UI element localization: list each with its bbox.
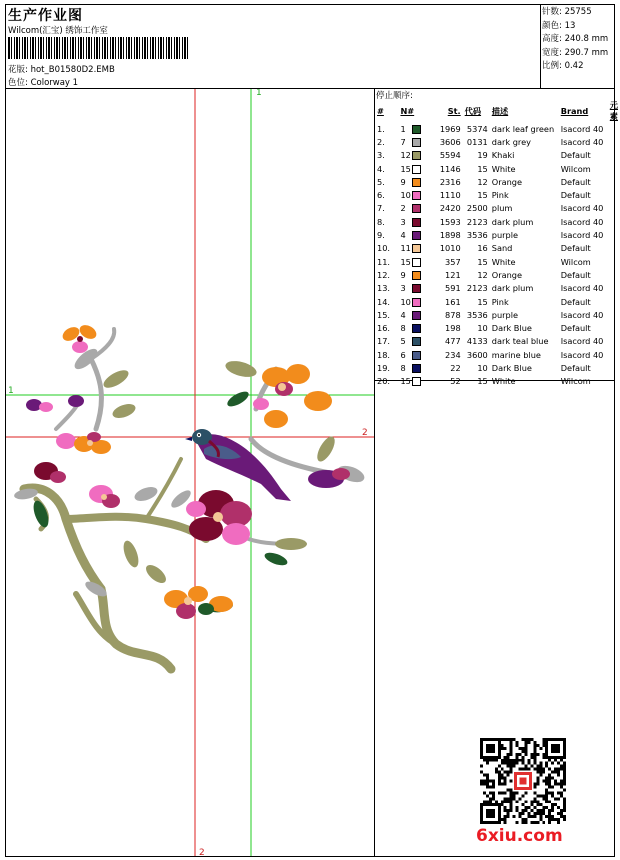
row-needle: [398, 202, 427, 215]
table-row: [375, 215, 620, 228]
row-needle: [398, 242, 427, 255]
row-code: 15: [477, 296, 488, 307]
needle-number: 15: [400, 376, 411, 387]
row-description: dark leaf green: [491, 123, 555, 134]
row-brand: Isacord 40: [560, 336, 604, 347]
row-needle: [398, 335, 427, 348]
color-swatch: [412, 284, 421, 293]
table-row: [375, 149, 620, 162]
stitch-count: 针数: 25755: [542, 7, 592, 17]
site-watermark: 6xiu.com: [476, 826, 563, 846]
needle-number: 8: [400, 323, 406, 334]
row-needle: [398, 268, 427, 281]
needle-number: 11: [400, 243, 411, 254]
color-swatch: [412, 364, 421, 373]
row-code: 3536: [466, 230, 488, 241]
row-needle: [398, 175, 427, 188]
row-brand: Default: [560, 296, 591, 307]
color-swatch: [412, 191, 421, 200]
stats-panel: [542, 6, 608, 74]
row-brand: Isacord 40: [560, 123, 604, 134]
orange-flower-top-left: [60, 322, 99, 353]
row-needle: [398, 162, 427, 175]
design-height: 高度: 240.8 mm: [542, 34, 609, 44]
table-row: [375, 175, 620, 188]
khaki-branches: [24, 459, 206, 669]
needle-number: 9: [400, 176, 406, 187]
row-stitches: 878: [445, 309, 461, 320]
row-code: 12: [477, 269, 488, 280]
row-code: 12: [477, 176, 488, 187]
orange-flower-top-right: [253, 364, 332, 428]
color-swatch: [412, 351, 421, 360]
col-needle: N#: [400, 106, 415, 116]
bird: [185, 429, 291, 501]
red-bottom-label: 2: [199, 848, 205, 856]
needle-number: 10: [400, 296, 411, 307]
row-stitches: 477: [445, 336, 461, 347]
row-description: marine blue: [491, 349, 541, 360]
qr-code: [480, 738, 566, 824]
row-needle: [398, 348, 427, 361]
col-stitches: St.: [447, 106, 461, 116]
design-file: hot_B01580D2.EMB: [30, 65, 115, 75]
needle-number: 4: [400, 230, 406, 241]
color-swatch: [412, 138, 421, 147]
row-description: dark plum: [491, 216, 534, 227]
row-needle: [398, 282, 427, 295]
row-needle: [398, 149, 427, 162]
needle-number: 7: [400, 136, 406, 147]
row-needle: [398, 122, 427, 135]
color-swatch: [412, 271, 421, 280]
needle-number: 3: [400, 283, 406, 294]
orange-flower-bottom: [164, 586, 233, 619]
color-swatch: [412, 178, 421, 187]
row-brand: Default: [560, 323, 591, 334]
row-code: 3600: [466, 349, 488, 360]
row-index: 9.: [377, 230, 385, 241]
needle-number: 15: [400, 256, 411, 267]
row-needle: [398, 215, 427, 228]
row-description: Khaki: [491, 150, 515, 161]
needle-number: 3: [400, 216, 406, 227]
table-header: [375, 100, 620, 122]
design-scale: 比例: 0.42: [542, 61, 584, 71]
row-description: Sand: [491, 243, 513, 254]
needle-number: 12: [400, 150, 411, 161]
color-swatch: [412, 324, 421, 333]
sequence-title: 停止顺序:: [376, 91, 413, 101]
row-code: 15: [477, 376, 488, 387]
color-swatch: [412, 165, 421, 174]
row-index: 18.: [377, 349, 391, 360]
row-needle: [398, 361, 427, 374]
row-index: 19.: [377, 362, 391, 373]
row-index: 2.: [377, 136, 385, 147]
row-index: 16.: [377, 323, 391, 334]
design-label: 花版:: [8, 65, 28, 75]
studio-name: Wilcom(汇宝) 绣饰工作室: [8, 26, 108, 36]
row-stitches: 1969: [439, 123, 461, 134]
table-row: [375, 335, 620, 348]
color-swatch: [412, 377, 421, 386]
row-description: dark plum: [491, 283, 534, 294]
row-brand: Wilcom: [560, 163, 591, 174]
row-needle: [398, 135, 427, 148]
row-index: 15.: [377, 309, 391, 320]
table-row: [375, 308, 620, 321]
color-swatch: [412, 125, 421, 134]
colorway-row: [8, 76, 78, 88]
row-code: 15: [477, 163, 488, 174]
row-index: 4.: [377, 163, 385, 174]
big-plum-flower-center: [186, 490, 252, 545]
row-code: 16: [477, 243, 488, 254]
colorway-value: Colorway 1: [30, 78, 79, 88]
barcode: [8, 37, 188, 59]
col-code: 代码: [464, 105, 482, 116]
row-brand: Default: [560, 176, 591, 187]
table-row: [375, 255, 620, 268]
row-brand: Isacord 40: [560, 283, 604, 294]
row-description: Pink: [491, 190, 509, 201]
row-needle: [398, 295, 427, 308]
row-stitches: 3606: [439, 136, 461, 147]
col-brand: Brand: [560, 106, 589, 116]
row-description: plum: [491, 203, 513, 214]
row-brand: Default: [560, 190, 591, 201]
row-index: 11.: [377, 256, 391, 267]
row-code: 3536: [466, 309, 488, 320]
row-index: 20.: [377, 376, 391, 387]
green-left-label: 1: [8, 386, 14, 396]
design-file-row: [8, 63, 115, 75]
row-code: 15: [477, 190, 488, 201]
needle-number: 1: [400, 123, 406, 134]
row-needle: [398, 255, 427, 268]
row-index: 6.: [377, 190, 385, 201]
table-row: [375, 268, 620, 281]
row-index: 13.: [377, 283, 391, 294]
color-swatch: [412, 231, 421, 240]
color-count: 颜色: 13: [542, 20, 576, 31]
row-stitches: 1146: [439, 163, 461, 174]
row-stitches: 2420: [439, 203, 461, 214]
table-row: [375, 135, 620, 148]
row-description: dark grey: [491, 136, 531, 147]
row-code: 2123: [466, 216, 488, 227]
table-row: [375, 242, 620, 255]
row-needle: [398, 228, 427, 241]
row-needle: [398, 308, 427, 321]
row-needle: [398, 188, 427, 201]
row-description: Dark Blue: [491, 323, 532, 334]
row-index: 1.: [377, 123, 385, 134]
color-swatch: [412, 298, 421, 307]
row-brand: Isacord 40: [560, 349, 604, 360]
row-description: purple: [491, 309, 519, 320]
table-row: [375, 375, 620, 388]
row-brand: Isacord 40: [560, 230, 604, 241]
table-row: [375, 321, 620, 334]
row-index: 7.: [377, 203, 385, 214]
row-index: 5.: [377, 176, 385, 187]
row-description: Orange: [491, 269, 523, 280]
row-brand: Wilcom: [560, 376, 591, 387]
table-row: [375, 282, 620, 295]
row-stitches: 1010: [439, 243, 461, 254]
row-brand: Default: [560, 269, 591, 280]
row-code: 0131: [466, 136, 488, 147]
row-needle: [398, 321, 427, 334]
row-index: 12.: [377, 269, 391, 280]
needle-number: 8: [400, 362, 406, 373]
row-brand: Isacord 40: [560, 136, 604, 147]
row-brand: Default: [560, 243, 591, 254]
needle-number: 9: [400, 269, 406, 280]
needle-number: 10: [400, 190, 411, 201]
row-brand: Default: [560, 362, 591, 373]
row-stitches: 1593: [439, 216, 461, 227]
row-stitches: 234: [445, 349, 461, 360]
row-brand: Wilcom: [560, 256, 591, 267]
row-description: White: [491, 376, 516, 387]
row-description: purple: [491, 230, 519, 241]
row-brand: Isacord 40: [560, 216, 604, 227]
color-sequence-table: [375, 100, 620, 388]
row-needle: [398, 375, 427, 388]
row-stitches: 591: [445, 283, 461, 294]
row-stitches: 5594: [439, 150, 461, 161]
row-code: 5374: [466, 123, 488, 134]
row-description: dark teal blue: [491, 336, 549, 347]
row-code: 15: [477, 256, 488, 267]
needle-number: 15: [400, 163, 411, 174]
row-description: Dark Blue: [491, 362, 532, 373]
row-code: 10: [477, 362, 488, 373]
needle-number: 4: [400, 309, 406, 320]
color-swatch: [412, 151, 421, 160]
row-code: 2123: [466, 283, 488, 294]
row-index: 10.: [377, 243, 391, 254]
table-row: [375, 202, 620, 215]
red-right-label: 2: [362, 428, 368, 438]
table-row: [375, 162, 620, 175]
row-code: 10: [477, 323, 488, 334]
row-index: 17.: [377, 336, 391, 347]
row-stitches: 1898: [439, 230, 461, 241]
row-description: Orange: [491, 176, 523, 187]
row-brand: Isacord 40: [560, 309, 604, 320]
row-brand: Default: [560, 150, 591, 161]
row-stitches: 22: [450, 362, 461, 373]
color-swatch: [412, 244, 421, 253]
row-code: 2500: [466, 203, 488, 214]
row-index: 3.: [377, 150, 385, 161]
row-stitches: 121: [445, 269, 461, 280]
table-row: [375, 228, 620, 241]
table-row: [375, 188, 620, 201]
page-title: 生产作业图: [8, 8, 83, 24]
table-row: [375, 361, 620, 374]
row-stitches: 2316: [439, 176, 461, 187]
row-stitches: 161: [445, 296, 461, 307]
row-description: Pink: [491, 296, 509, 307]
row-index: 8.: [377, 216, 385, 227]
green-top-label: 1: [256, 89, 262, 98]
table-row: [375, 295, 620, 308]
table-row: [375, 122, 620, 135]
needle-number: 5: [400, 336, 406, 347]
row-stitches: 1110: [439, 190, 461, 201]
needle-number: 2: [400, 203, 406, 214]
row-description: White: [491, 256, 516, 267]
header-divider-vertical: [540, 4, 541, 89]
col-index: #: [377, 106, 384, 116]
flower-cluster-left: [34, 432, 111, 483]
colorway-label: 色位:: [8, 78, 28, 88]
color-swatch: [412, 337, 421, 346]
needle-number: 6: [400, 349, 406, 360]
col-description: 描述: [491, 105, 509, 116]
table-row: [375, 348, 620, 361]
design-width: 宽度: 290.7 mm: [542, 47, 609, 58]
row-stitches: 357: [445, 256, 461, 267]
row-stitches: 198: [445, 323, 461, 334]
embroidery-preview: [6, 89, 374, 856]
row-index: 14.: [377, 296, 391, 307]
row-description: White: [491, 163, 516, 174]
row-code: 4133: [466, 336, 488, 347]
col-element: 元素: [609, 100, 618, 121]
color-swatch: [412, 258, 421, 267]
color-swatch: [412, 218, 421, 227]
pink-flower-center-left: [89, 485, 120, 508]
color-swatch: [412, 311, 421, 320]
color-swatch: [412, 204, 421, 213]
row-brand: Isacord 40: [560, 203, 604, 214]
row-stitches: 52: [450, 376, 461, 387]
row-code: 19: [477, 150, 488, 161]
